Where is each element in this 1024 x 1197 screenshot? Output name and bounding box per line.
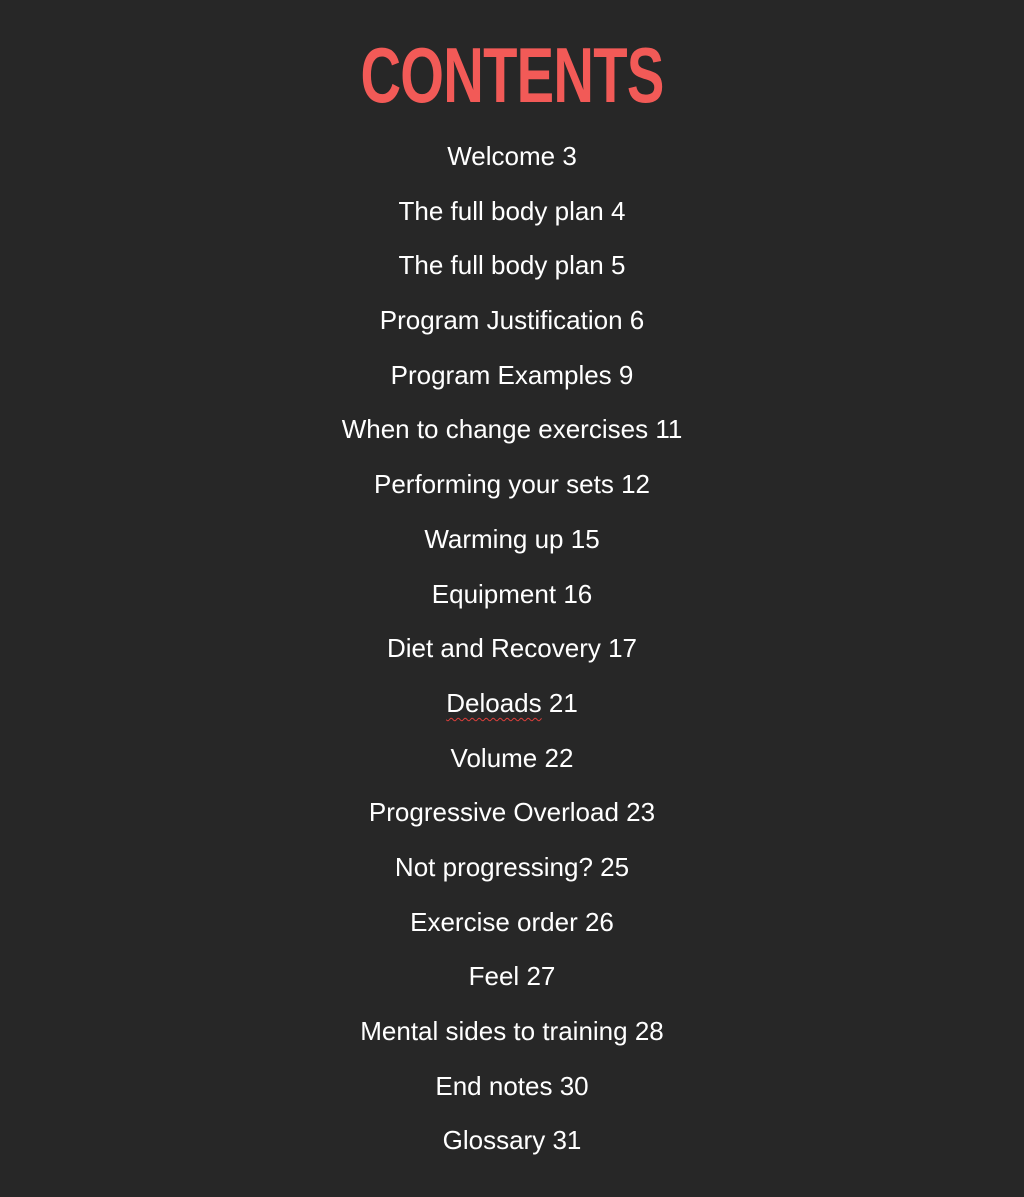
toc-entry-feel[interactable]: [0, 952, 1024, 1007]
table-of-contents: [0, 132, 1024, 1171]
toc-entry-page: 4: [611, 195, 626, 226]
toc-entry-page: 22: [544, 742, 574, 773]
toc-entry-page: 26: [584, 906, 614, 937]
toc-entry-equipment[interactable]: [0, 570, 1024, 625]
toc-entry-page: 23: [626, 797, 656, 828]
toc-entry-title: Diet and Recovery: [386, 633, 601, 664]
toc-entry-title: Mental sides to training: [360, 1016, 628, 1046]
toc-entry-deloads[interactable]: [0, 679, 1024, 734]
toc-entry-full-body-plan-2[interactable]: [0, 241, 1024, 296]
toc-entry-page: 3: [562, 141, 577, 171]
toc-entry-page: 6: [629, 305, 645, 336]
toc-entry-program-examples[interactable]: [0, 351, 1024, 406]
toc-entry-welcome[interactable]: [0, 132, 1024, 187]
toc-entry-title: Exercise order: [410, 906, 578, 937]
toc-entry-title: Volume: [450, 742, 538, 773]
toc-entry-page: 25: [600, 851, 630, 882]
toc-entry-page: 15: [570, 523, 600, 554]
toc-entry-page: 9: [618, 359, 634, 390]
toc-entry-page: 5: [611, 250, 626, 281]
toc-entry-title: The full body plan: [398, 250, 604, 281]
toc-entry-title: When to change exercises: [341, 414, 649, 445]
toc-entry-title: Warming up: [424, 523, 564, 554]
toc-entry-page: 11: [655, 414, 683, 445]
contents-title: CONTENTS: [360, 31, 664, 119]
toc-entry-not-progressing[interactable]: [0, 843, 1024, 898]
toc-entry-page: 17: [608, 633, 638, 664]
toc-entry-progressive-overload[interactable]: [0, 788, 1024, 843]
toc-entry-title: Equipment: [431, 578, 557, 609]
toc-entry-glossary[interactable]: [0, 1116, 1024, 1171]
toc-entry-title: End notes: [435, 1070, 553, 1101]
toc-entry-page: 21: [548, 687, 578, 718]
toc-entry-mental-sides-to-training[interactable]: [0, 1007, 1024, 1062]
toc-entry-full-body-plan-1[interactable]: [0, 187, 1024, 242]
toc-entry-title: Progressive Overload: [368, 797, 619, 828]
toc-entry-page: 27: [526, 961, 556, 992]
toc-entry-title: Program Examples: [390, 359, 612, 390]
toc-entry-title: The full body plan: [398, 195, 604, 226]
toc-entry-program-justification[interactable]: [0, 296, 1024, 351]
toc-entry-exercise-order[interactable]: [0, 898, 1024, 953]
toc-entry-page: 16: [563, 578, 593, 609]
toc-entry-volume[interactable]: [0, 734, 1024, 789]
toc-entry-warming-up[interactable]: [0, 515, 1024, 570]
toc-entry-title: Program Justification: [379, 305, 623, 336]
toc-entry-page: 28: [634, 1016, 664, 1046]
toc-entry-title: Glossary: [442, 1125, 546, 1156]
toc-entry-title: Not progressing?: [394, 851, 593, 882]
toc-entry-title: Feel: [468, 961, 520, 992]
toc-entry-title: Performing your sets: [373, 469, 614, 500]
toc-entry-page: 31: [552, 1125, 582, 1156]
toc-entry-page: 12: [621, 469, 651, 500]
toc-entry-title: Deloads: [446, 687, 542, 718]
toc-entry-when-to-change-exercises[interactable]: [0, 405, 1024, 460]
toc-entry-title: Welcome: [447, 141, 556, 171]
toc-entry-diet-and-recovery[interactable]: [0, 624, 1024, 679]
toc-entry-end-notes[interactable]: [0, 1062, 1024, 1117]
toc-entry-page: 30: [559, 1070, 589, 1101]
toc-entry-performing-your-sets[interactable]: [0, 460, 1024, 515]
